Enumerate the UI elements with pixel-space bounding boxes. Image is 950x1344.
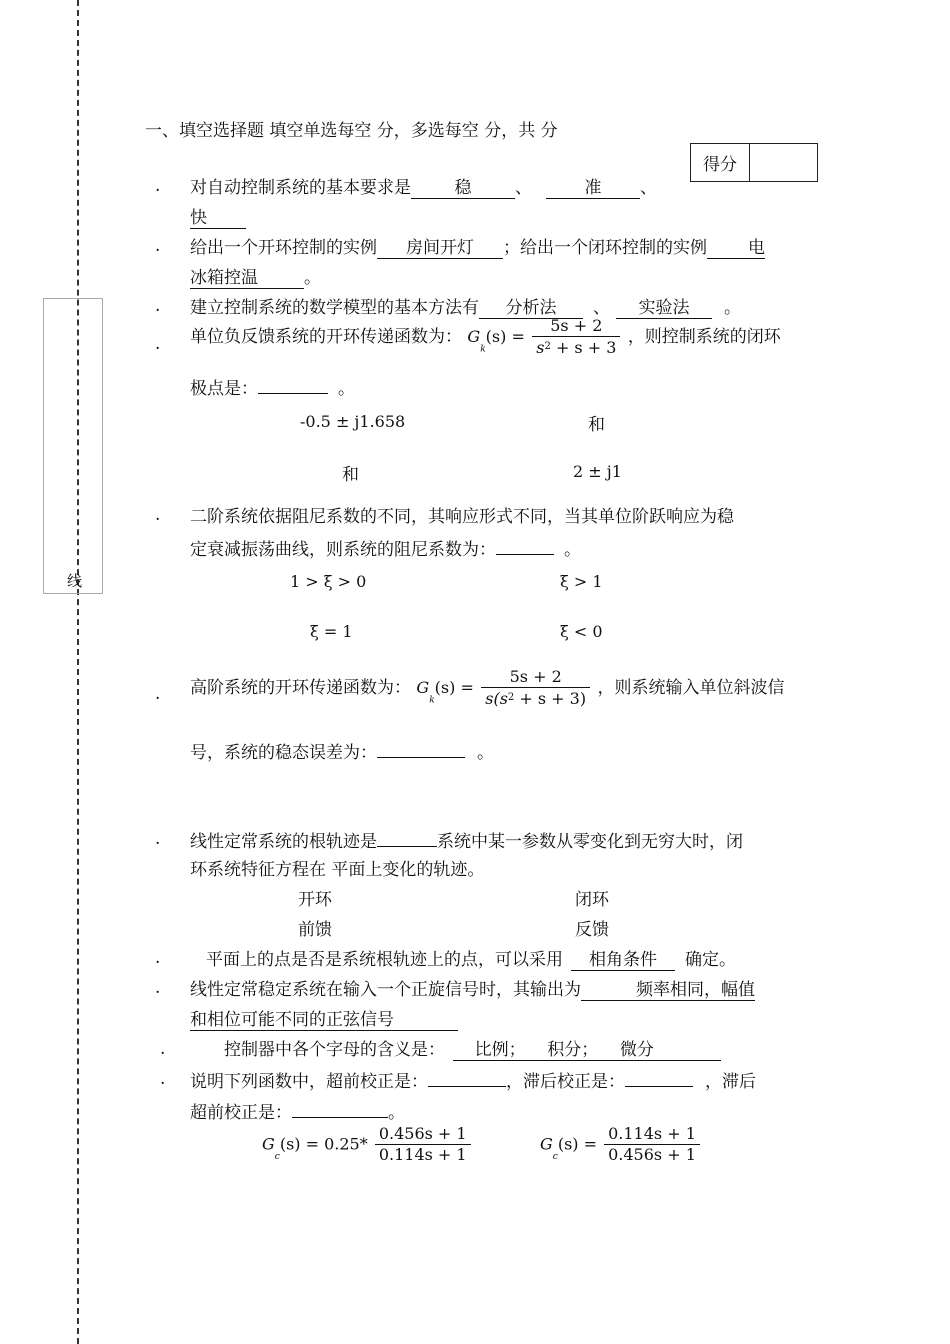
q4-k: k: [480, 344, 486, 355]
question-dot: .: [155, 176, 161, 196]
q8-blank: 相角条件: [571, 945, 675, 971]
q3-text: 建立控制系统的数学模型的基本方法有: [190, 298, 479, 318]
q1-blank-3: 快: [190, 203, 246, 229]
question-4-line2: [190, 373, 355, 399]
question-5-line2: [190, 534, 581, 560]
q4-G: G: [467, 327, 481, 346]
question-7-line1: [190, 826, 743, 852]
q9-text1: 线性定常稳定系统在输入一个正旋信号时，其输出为: [190, 980, 581, 1000]
q4-num: 5s + 2: [532, 316, 620, 337]
q4-fraction: [532, 316, 620, 358]
q7-option-d: 反馈: [575, 920, 609, 940]
q6-fraction: [481, 667, 590, 709]
question-dot: .: [155, 684, 161, 704]
q5-option-d: ξ < 0: [560, 622, 603, 641]
question-7-line2: 环系统特征方程在 平面上变化的轨迹。: [190, 860, 485, 880]
q4-option-c: 和: [342, 465, 359, 485]
q6-text1: 高阶系统的开环传递函数为：: [190, 678, 411, 698]
q4-option-a: -0.5 ± j1.658: [300, 412, 406, 431]
question-dot: .: [160, 1069, 166, 1089]
q4-den: $s^2 + s + 3$: [536, 338, 617, 357]
q6-text2: ，则系统输入单位斜波信: [597, 678, 785, 698]
score-table: [690, 143, 818, 182]
q11-end: 。: [388, 1103, 405, 1123]
q11-blank-3: [292, 1097, 388, 1118]
binding-dashed-line: [77, 0, 79, 1344]
q5-option-a: 1 > ξ > 0: [290, 572, 367, 591]
q11-blank-2: [625, 1066, 693, 1087]
q1-sep1: 、: [515, 178, 532, 198]
q7-text1b: 系统中某一参数从零变化到无穷大时，闭: [437, 832, 743, 852]
q1-blank-1: 稳: [411, 173, 515, 199]
question-6-line2: [190, 737, 494, 763]
question-6-line1: [190, 667, 785, 711]
question-1-line2: [190, 203, 246, 229]
q6-text3: 号，系统的稳态误差为：: [190, 743, 377, 763]
q11-formula-2: $G_c(s)$ = $\frac{0.114s + 1}{0.456s + 1}$: [540, 1124, 702, 1167]
q2-blank-2a: 电: [707, 233, 765, 259]
score-label: 得分: [691, 144, 750, 181]
q6-end: 。: [477, 743, 494, 763]
q11-text4: 超前校正是：: [190, 1103, 292, 1123]
q6-s: (s) =: [434, 678, 474, 697]
q11-f1-fraction: $\frac{0.456s + 1}{0.114s + 1}$: [375, 1124, 471, 1165]
q10-blank: 比例； 积分； 微分: [453, 1035, 721, 1061]
q1-text: 对自动控制系统的基本要求是: [190, 178, 411, 198]
question-2-line2: [190, 263, 321, 289]
q11-f2-fraction: $\frac{0.114s + 1}{0.456s + 1}$: [604, 1124, 700, 1165]
q7-option-a: 开环: [298, 890, 332, 910]
question-11-line2: [190, 1097, 405, 1123]
section-title: 一、填空选择题 填空单选每空 分，多选每空 分，共 分: [145, 121, 558, 141]
question-1-line1: [190, 173, 657, 199]
question-11-line1: [190, 1066, 756, 1092]
q8-text2: 确定。: [685, 950, 736, 970]
question-2-line1: [190, 233, 765, 259]
q2-blank-2b: 冰箱控温: [190, 263, 304, 289]
question-8: [206, 945, 736, 971]
q4-text2: ，则控制系统的闭环: [627, 327, 781, 347]
q4-text3: 极点是：: [190, 379, 258, 399]
q5-blank: [496, 534, 554, 555]
question-9-line1: [190, 975, 755, 1001]
question-4-line1: [190, 316, 781, 360]
q11-text2: ，滞后校正是：: [506, 1072, 625, 1092]
q6-G: G: [416, 678, 430, 697]
q2-text2: ；给出一个闭环控制的实例: [503, 238, 707, 258]
q3-blank-1: 分析法: [479, 293, 583, 319]
q7-text1a: 线性定常系统的根轨迹是: [190, 832, 377, 852]
q7-blank: [377, 826, 437, 847]
question-dot: .: [155, 948, 161, 968]
q3-end: 。: [724, 298, 741, 318]
q6-blank: [377, 737, 465, 758]
margin-char: 线: [67, 572, 83, 590]
q5-end: 。: [564, 540, 581, 560]
q7-option-c: 前馈: [298, 920, 332, 940]
q4-option-d: 2 ± j1: [573, 462, 622, 481]
q11-blank-1: [428, 1066, 506, 1087]
question-dot: .: [155, 334, 161, 354]
q3-blank-2: 实验法: [616, 293, 712, 319]
q3-sep: 、: [593, 298, 610, 318]
question-dot: .: [155, 978, 161, 998]
q11-formula-1: $G_c(s) = 0.25*$ $\frac{0.456s + 1}{0.114s + 1}$: [262, 1124, 473, 1167]
q4-option-b: 和: [588, 415, 605, 435]
q1-sep2: 、: [640, 178, 657, 198]
question-9-line2: [190, 1005, 458, 1031]
q1-blank-2: 准: [546, 173, 640, 199]
q7-option-b: 闭环: [575, 890, 609, 910]
q11-text3: ，滞后: [705, 1072, 756, 1092]
q9-blank-a: 频率相同，幅值: [581, 975, 755, 1001]
q2-blank-1: 房间开灯: [377, 233, 503, 259]
q5-option-c: ξ = 1: [310, 622, 353, 641]
q5-text2: 定衰减振荡曲线，则系统的阻尼系数为：: [190, 540, 496, 560]
question-10: [224, 1035, 721, 1061]
question-dot: .: [155, 829, 161, 849]
q9-blank-b: 和相位可能不同的正弦信号: [190, 1005, 458, 1031]
q4-blank: [258, 373, 328, 394]
question-dot: .: [160, 1039, 166, 1059]
q5-option-b: ξ > 1: [560, 572, 603, 591]
q6-num: 5s + 2: [481, 667, 590, 688]
q6-k: k: [429, 695, 435, 706]
q8-text1: 平面上的点是否是系统根轨迹上的点，可以采用: [206, 950, 563, 970]
q4-s: (s) =: [485, 327, 525, 346]
question-5-line1: 二阶系统依据阻尼系数的不同，其响应形式不同，当其单位阶跃响应为稳: [190, 507, 734, 527]
q4-end: 。: [338, 379, 355, 399]
q2-text1: 给出一个开环控制的实例: [190, 238, 377, 258]
q10-text1: 控制器中各个字母的含义是：: [224, 1040, 445, 1060]
q4-text1: 单位负反馈系统的开环传递函数为：: [190, 327, 462, 347]
question-dot: .: [155, 505, 161, 525]
q11-text1: 说明下列函数中，超前校正是：: [190, 1072, 428, 1092]
question-dot: .: [155, 236, 161, 256]
q2-end: 。: [304, 268, 321, 288]
margin-box: [43, 298, 103, 594]
question-dot: .: [155, 296, 161, 316]
q6-den: $s(s^2 + s + 3)$: [485, 689, 587, 708]
